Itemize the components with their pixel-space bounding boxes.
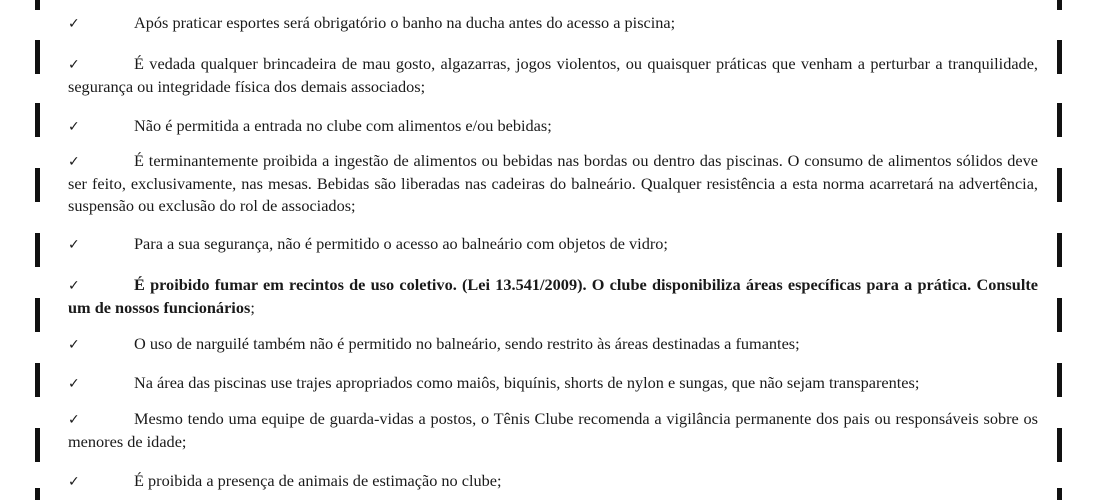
rule-text: Após praticar esportes será obrigatório o banho na ducha antes do acesso a piscina; [134, 13, 676, 32]
margin-mark [1057, 103, 1062, 137]
rule-text: É proibida a presença de animais de estimação no clube; [134, 471, 502, 490]
rule-text: É terminantemente proibida a ingestão de alimentos ou bebidas nas bordas ou dentro das piscinas. O consumo de alimentos sólidos deve ser feito, exclusivamente, nas mesas. Bebidas são liberadas nas cadeiras do balneário. Qualquer resistência a esta norma acarretará na advertência, suspensão ou exclusão do rol de associados; [68, 151, 1038, 215]
rule-text: É proibido fumar em recintos de uso coletivo. (Lei 13.541/2009). O clube disponibiliza áreas específicas para a prática. Consulte um de nossos funcionários [68, 275, 1038, 317]
margin-mark [1057, 363, 1062, 397]
checkmark-icon: ✓ [68, 337, 80, 353]
margin-mark [35, 298, 40, 332]
margin-mark [35, 40, 40, 74]
rule-item [68, 274, 1038, 319]
margin-mark [1057, 428, 1062, 462]
checkmark-icon: ✓ [68, 376, 80, 392]
rule-item [68, 233, 1038, 256]
margin-mark [35, 103, 40, 137]
rule-item [68, 333, 1038, 356]
rule-item [68, 115, 1038, 138]
margin-mark [1057, 233, 1062, 267]
rule-item [68, 408, 1038, 453]
margin-mark [1057, 0, 1062, 10]
checkmark-icon: ✓ [68, 412, 80, 428]
rule-item [68, 372, 1038, 395]
checkmark-icon: ✓ [68, 154, 80, 170]
margin-mark [35, 0, 40, 10]
rule-text-suffix: ; [250, 298, 255, 317]
rule-item [68, 53, 1038, 98]
rule-text: É vedada qualquer brincadeira de mau gosto, algazarras, jogos violentos, ou quaisquer práticas que venham a perturbar a tranquilidade, segurança ou integridade física dos demais associados; [68, 54, 1038, 96]
checkmark-icon: ✓ [68, 119, 80, 135]
margin-mark [1057, 40, 1062, 74]
rule-text: Não é permitida a entrada no clube com alimentos e/ou bebidas; [134, 116, 552, 135]
margin-mark [35, 233, 40, 267]
rule-text: Para a sua segurança, não é permitido o acesso ao balneário com objetos de vidro; [134, 234, 668, 253]
rule-text: Na área das piscinas use trajes apropriados como maiôs, biquínis, shorts de nylon e sungas, que não sejam transparentes; [134, 373, 920, 392]
checkmark-icon: ✓ [68, 474, 80, 490]
rule-item [68, 470, 1038, 493]
checkmark-icon: ✓ [68, 57, 80, 73]
margin-mark [35, 488, 40, 500]
margin-mark [1057, 298, 1062, 332]
checkmark-icon: ✓ [68, 16, 80, 32]
rule-text: O uso de narguilé também não é permitido no balneário, sendo restrito às áreas destinadas a fumantes; [134, 334, 800, 353]
margin-mark [35, 363, 40, 397]
margin-mark [1057, 488, 1062, 500]
margin-mark [35, 428, 40, 462]
rule-text: Mesmo tendo uma equipe de guarda-vidas a postos, o Tênis Clube recomenda a vigilância permanente dos pais ou responsáveis sobre os menores de idade; [68, 409, 1038, 451]
rule-item [68, 150, 1038, 217]
margin-mark [1057, 168, 1062, 202]
margin-mark [35, 168, 40, 202]
checkmark-icon: ✓ [68, 237, 80, 253]
rule-item [68, 12, 1038, 35]
checkmark-icon: ✓ [68, 278, 80, 294]
